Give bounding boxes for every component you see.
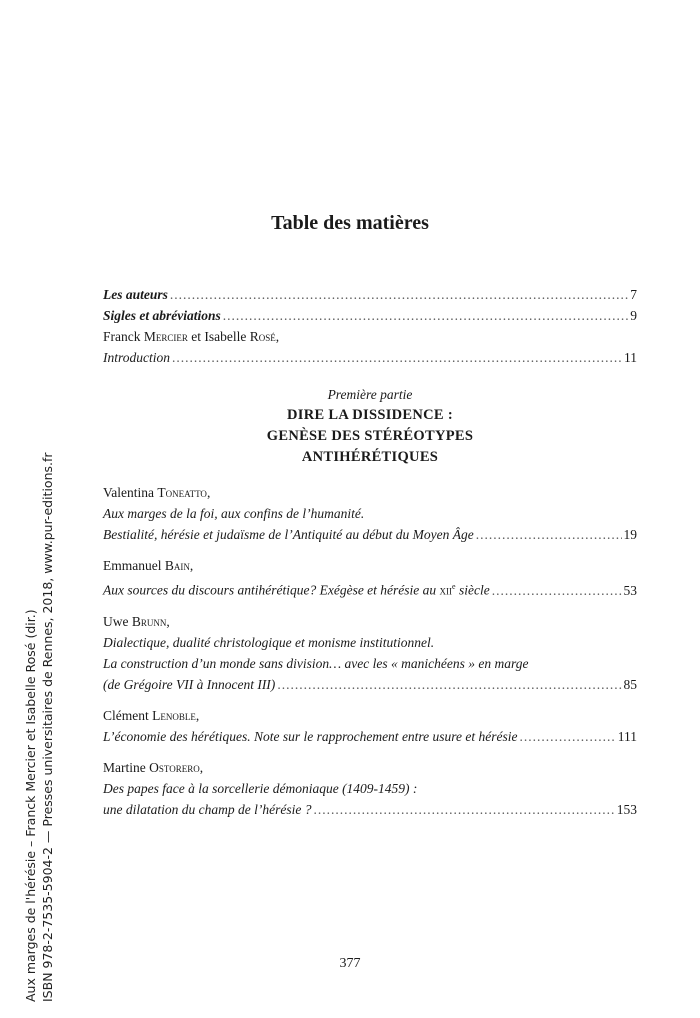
toc-page-number: 53 [623,582,637,598]
superscript: e [452,582,456,591]
toc-chapter [103,482,637,545]
table-of-contents [103,284,637,830]
dot-leader [170,284,628,305]
toc-page-number: 85 [623,676,637,692]
side-citation-line: ISBN 978-2-7535-5904-2 — Presses universitaires de Rennes, 2018, www.pur-editions.fr [40,452,55,1002]
part-heading [103,384,637,468]
author-last-name: Toneatto [157,485,207,500]
toc-author [103,482,637,503]
dot-leader [277,674,621,695]
dot-leader [476,524,622,545]
chapter-title-text: siècle [455,582,490,598]
toc-entry-title [103,576,490,601]
author-last-name: Lenoble [152,707,196,723]
author-first-name: Uwe [103,613,132,629]
toc-page-number: 153 [616,801,637,817]
author-comma: , [275,329,280,344]
toc-page-number: 111 [617,728,637,744]
author-comma: , [206,485,211,500]
chapter-title-line: Dialectique, dualité christologique et monisme institutionnel. [103,634,435,650]
chapter-title-line: Des papes face à la sorcellerie démoniaque (1409-1459) : [103,780,418,796]
chapter-title-line: La construction d’un monde sans division… avec les « manichéens » en marge [103,655,529,671]
toc-entry-title: une dilatation du champ de l’hérésie ? [103,801,312,817]
toc-entry-title: L’économie des hérétiques. Note sur le rapprochement entre usure et hérésie [103,728,518,744]
toc-entry-abbreviations[interactable] [103,305,637,326]
toc-author [103,611,637,632]
author-comma: , [195,707,200,723]
author-first-name: Valentina [103,485,158,500]
dot-leader [172,347,622,368]
page-title: Table des matières [271,212,429,234]
toc-entry-title: Bestialité, hérésie et judaïsme de l’Antiquité au début du Moyen Âge [103,527,474,542]
author-last-name: Brunn [131,613,167,629]
toc-chapter [103,555,637,601]
dot-leader [492,580,622,601]
toc-entry-title: Introduction [103,350,170,365]
toc-page-number: 9 [630,308,637,323]
toc-entry-title: Les auteurs [103,287,168,302]
author-comma: , [166,613,170,629]
toc-chapter [103,611,637,695]
toc-entry-link[interactable] [103,674,637,695]
page-number: 377 [339,956,361,971]
author-first-name: Emmanuel [103,558,165,573]
author-connector: et Isabelle [187,329,250,344]
author-last-name: Bain [164,558,190,573]
side-citation-line: Aux marges de l'hérésie – Franck Mercier et Isabelle Rosé (dir.) [23,609,38,1002]
toc-page-number: 7 [630,287,637,302]
toc-entry-title: Sigles et abréviations [103,308,221,323]
chapter-title-text: Aux sources du discours antihérétique? Exégèse et hérésie au [103,582,440,598]
chapter-title-line: Aux marges de la foi, aux confins de l’humanité. [103,506,365,521]
side-citation [22,452,56,1002]
toc-chapter [103,705,637,747]
author-last-name: Ostorero [149,759,200,775]
toc-author [103,326,637,347]
toc-entry-introduction[interactable] [103,347,637,368]
author-last-name: Mercier [143,329,188,344]
author-first-name: Martine [103,759,150,775]
toc-chapter [103,757,637,820]
toc-author [103,705,637,726]
dot-leader [223,305,629,326]
part-title-line: ANTIHÉRÉTIQUES [301,449,439,465]
toc-entry-link[interactable] [103,576,637,601]
toc-author [103,555,637,576]
toc-page-number: 19 [623,527,637,542]
dot-leader [520,726,616,747]
author-first-name: Clément [103,707,153,723]
toc-page-number: 11 [624,350,637,365]
part-title-line: DIRE LA DISSIDENCE : [287,407,453,423]
author-first-name: Franck [103,329,144,344]
century-numeral: xii [439,582,453,598]
author-last-name: Rosé [249,329,276,344]
toc-entry-title: (de Grégoire VII à Innocent III) [103,676,276,692]
toc-entry-authors[interactable] [103,284,637,305]
toc-entry-link[interactable] [103,726,637,747]
author-comma: , [199,759,204,775]
toc-entry-link[interactable] [103,524,637,545]
toc-entry-link[interactable] [103,799,637,820]
part-title-line: GENÈSE DES STÉRÉOTYPES [266,428,474,444]
toc-author [103,757,637,778]
dot-leader [313,799,614,820]
part-label: Première partie [327,387,413,402]
author-comma: , [189,558,194,573]
